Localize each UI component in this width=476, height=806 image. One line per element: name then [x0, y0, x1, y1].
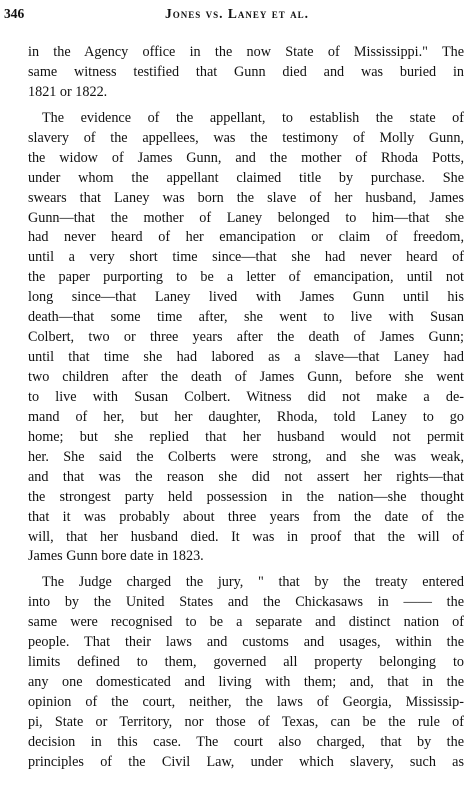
text-line: swears that Laney was born the slave of her husband, James [28, 189, 464, 206]
text-line: long since—that Laney lived with James Gunn until his [28, 289, 464, 306]
text-line: and that was the reason she did not assert her rights—that [28, 468, 464, 485]
text-line: The Judge charged the jury, " that by the treaty entered [42, 574, 464, 591]
page-number: 346 [4, 6, 25, 21]
text-line: mand of her, but her daughter, Rhoda, told Laney to go [28, 408, 464, 425]
text-line: home; but she replied that her husband would not permit [28, 428, 464, 445]
text-line: opinion of the court, neither, the laws of Georgia, Mississip- [28, 694, 464, 710]
text-line: limits defined to them, governed all property belonging to [28, 654, 464, 671]
text-line: any one domesticated and living with them; and, that in the [28, 674, 464, 691]
text-line: decision in this case. The court also charged, that by the [28, 733, 464, 750]
text-line: her. She said the Colberts were strong, and she was weak, [28, 448, 464, 465]
text-line: in the Agency office in the now State of Mississippi." The [28, 44, 464, 60]
body-text [28, 43, 464, 773]
text-line: James Gunn bore date in 1823. [28, 548, 204, 565]
text-line: the strongest party held possession in the nation—she thought [28, 488, 464, 505]
text-line: 1821 or 1822. [28, 83, 108, 100]
text-line: to live with Susan Colbert. Witness did not make a de- [28, 388, 464, 405]
text-line: will, that her husband died. It was in proof that the will of [28, 528, 464, 545]
text-line: Gunn—that the mother of Laney belonged to him—that she [28, 209, 464, 226]
text-line: that it was probably about three years from the date of the [28, 508, 464, 525]
text-line: slavery of the appellees, was the testimony of Molly Gunn, [28, 129, 464, 146]
text-line: into by the United States and the Chickasaws in —— the [28, 594, 464, 611]
running-head: Jones vs. Laney et al. [164, 6, 310, 21]
text-line: the widow of James Gunn, and the mother of Rhoda Potts, [28, 149, 464, 166]
text-line: under whom the appellant claimed title by purchase. She [28, 169, 464, 186]
text-line: principles of the Civil Law, under which slavery, such as [28, 753, 464, 770]
text-line: The evidence of the appellant, to establish the state of [42, 109, 464, 126]
text-line: had never heard of her emancipation or claim of freedom, [28, 229, 464, 246]
text-line: same witness testified that Gunn died and was buried in [28, 63, 464, 80]
text-line: pi, State or Territory, nor those of Texas, can be the rule of [28, 713, 464, 730]
text-line: people. That their laws and customs and usages, within the [28, 634, 464, 651]
text-line: until that time she had labored as a slave—that Laney had [28, 349, 464, 366]
text-line: same were recognised to be a separate and distinct nation of [28, 614, 464, 631]
text-line: two children after the death of James Gunn, before she went [28, 369, 464, 385]
page-header [4, 4, 470, 22]
text-line: Colbert, two or three years after the death of James Gunn; [28, 329, 464, 346]
text-line: until a very short time since—that she had never heard of [28, 249, 464, 266]
text-line: the paper purporting to be a letter of emancipation, until not [28, 269, 464, 286]
text-line: death—that some time after, she went to live with Susan [28, 309, 464, 326]
